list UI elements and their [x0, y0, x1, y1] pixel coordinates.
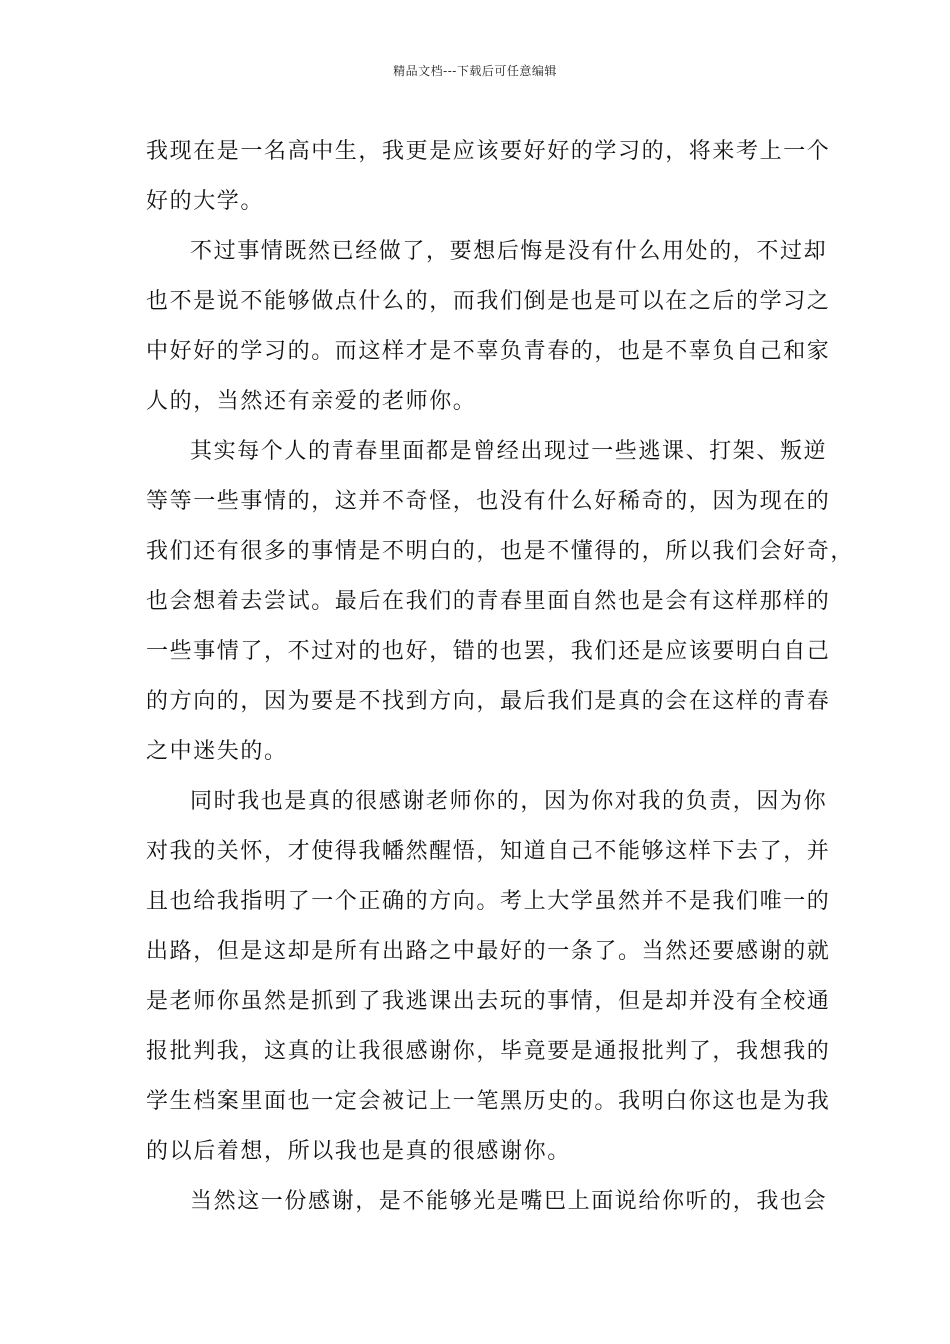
text-line: 中好好的学习的。而这样才是不辜负青春的，也是不辜负自己和家: [146, 339, 831, 364]
paragraph-first-line: 同时我也是真的很感谢老师你的，因为你对我的负责，因为你: [190, 789, 828, 814]
text-line: 且也给我指明了一个正确的方向。考上大学虽然并不是我们唯一的: [146, 889, 831, 914]
text-line: 对我的关怀，才使得我幡然醒悟，知道自己不能够这样下去了，并: [146, 839, 831, 864]
text-line: 也不是说不能够做点什么的，而我们倒是也是可以在之后的学习之: [146, 289, 831, 314]
paragraph-first-line: 当然这一份感谢，是不能够光是嘴巴上面说给你听的，我也会: [190, 1189, 828, 1214]
text-line: 出路，但是这却是所有出路之中最好的一条了。当然还要感谢的就: [146, 939, 831, 964]
text-line: 的以后着想，所以我也是真的很感谢你。: [146, 1139, 571, 1164]
text-line: 人的，当然还有亲爱的老师你。: [146, 389, 477, 414]
text-line: 是老师你虽然是抓到了我逃课出去玩的事情，但是却并没有全校通: [146, 989, 831, 1014]
text-line: 之中迷失的。: [146, 739, 288, 764]
text-line: 我们还有很多的事情是不明白的，也是不懂得的，所以我们会好奇，: [146, 539, 855, 564]
text-line: 一些事情了，不过对的也好，错的也罢，我们还是应该要明白自己: [146, 639, 831, 664]
text-line: 的方向的，因为要是不找到方向，最后我们是真的会在这样的青春: [146, 689, 831, 714]
text-line: 学生档案里面也一定会被记上一笔黑历史的。我明白你这也是为我: [146, 1089, 831, 1114]
text-line: 等等一些事情的，这并不奇怪，也没有什么好稀奇的，因为现在的: [146, 489, 831, 514]
paragraph-first-line: 其实每个人的青春里面都是曾经出现过一些逃课、打架、叛逆: [190, 439, 828, 464]
text-line: 报批判我，这真的让我很感谢你，毕竟要是通报批判了，我想我的: [146, 1039, 831, 1064]
text-line: 好的大学。: [146, 189, 265, 214]
page-header: 精品文档---下载后可任意编辑: [393, 64, 557, 78]
text-line: 也会想着去尝试。最后在我们的青春里面自然也是会有这样那样的: [146, 589, 831, 614]
text-line: 我现在是一名高中生，我更是应该要好好的学习的，将来考上一个: [146, 139, 831, 164]
paragraph-first-line: 不过事情既然已经做了，要想后悔是没有什么用处的，不过却: [190, 239, 828, 264]
